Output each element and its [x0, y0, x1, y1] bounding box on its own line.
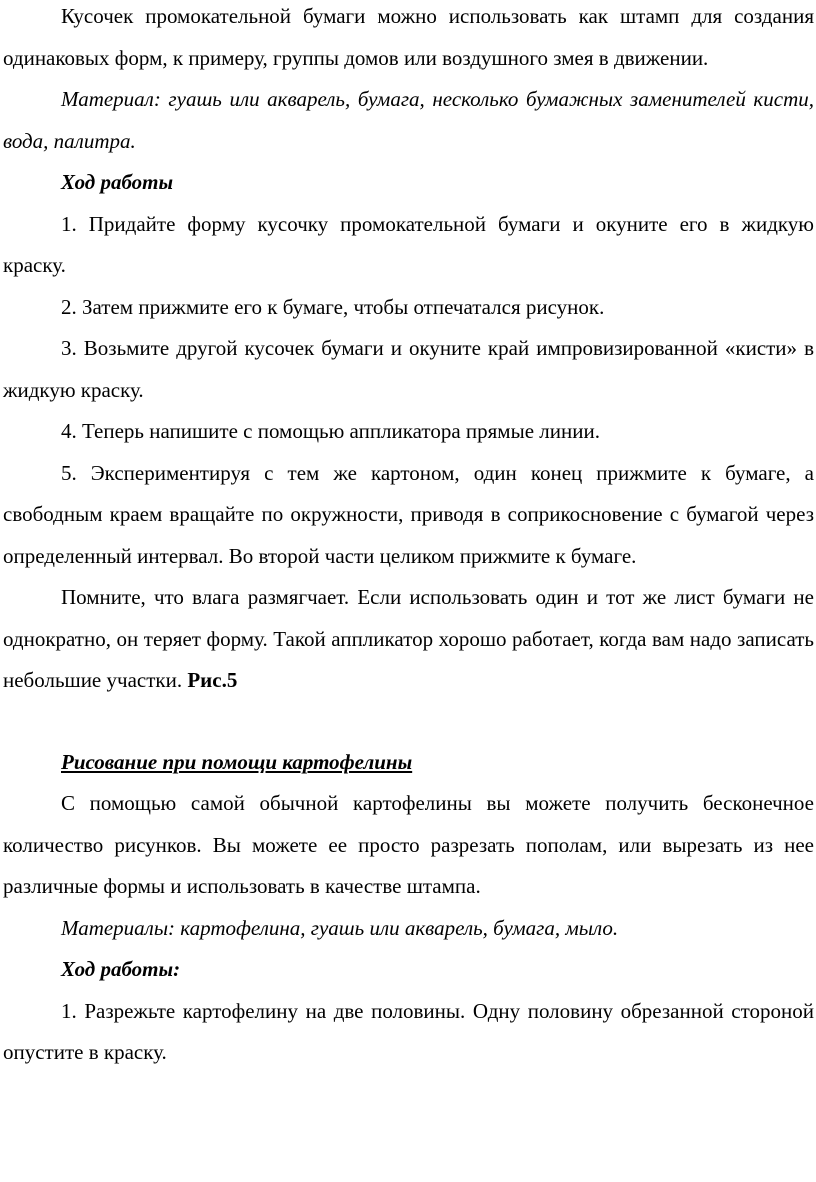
step-1: 1. Придайте форму кусочку промокательной бумаги и окуните его в жидкую краску. [3, 211, 814, 277]
step-4: 4. Теперь напишите с помощью аппликатора прямые линии. [61, 419, 600, 443]
note-text: Помните, что влага размягчает. Если использовать один и тот же лист бумаги не однократно, он теряет форму. Такой аппликатор хорошо работает, когда вам надо записать небольшие участки. [3, 585, 814, 692]
section-spacer [3, 702, 814, 742]
potato-intro: С помощью самой обычной картофелины вы можете получить бесконечное количество рисунков. Вы можете ее просто разрезать пополам, или вырезать из нее различные формы и использовать в качестве штампа. [3, 791, 814, 898]
figure-reference: Рис.5 [187, 668, 238, 692]
blotting-paper-intro: Кусочек промокательной бумаги можно использовать как штамп для создания одинаковых форм, к примеру, группы домов или воздушного змея в движении. [3, 4, 814, 70]
note-paragraph [3, 577, 814, 702]
step-5: 5. Экспериментируя с тем же картоном, один конец прижмите к бумаге, а свободным краем вращайте по окружности, приводя в соприкосновение с бумагой через определенный интервал. Во второй части целиком прижмите к бумаге. [3, 460, 814, 568]
step-3: 3. Возьмите другой кусочек бумаги и окуните край импровизированной «кисти» в жидкую краску. [3, 336, 814, 402]
potato-section-title: Рисование при помощи картофелины [61, 749, 413, 774]
potato-step-1: 1. Разрежьте картофелину на две половины. Одну половину обрезанной стороной опустите в краску. [3, 998, 814, 1064]
steps-heading: Ход работы [61, 170, 174, 194]
materials-paragraph: Материал: гуашь или акварель, бумага, несколько бумажных заменителей кисти, вода, палитра. [3, 87, 814, 153]
potato-steps-heading: Ход работы: [61, 957, 181, 981]
potato-materials: Материалы: картофелина, гуашь или акварель, бумага, мыло. [61, 915, 619, 940]
step-2: 2. Затем прижмите его к бумаге, чтобы отпечатался рисунок. [61, 294, 605, 319]
section-title [3, 742, 814, 784]
